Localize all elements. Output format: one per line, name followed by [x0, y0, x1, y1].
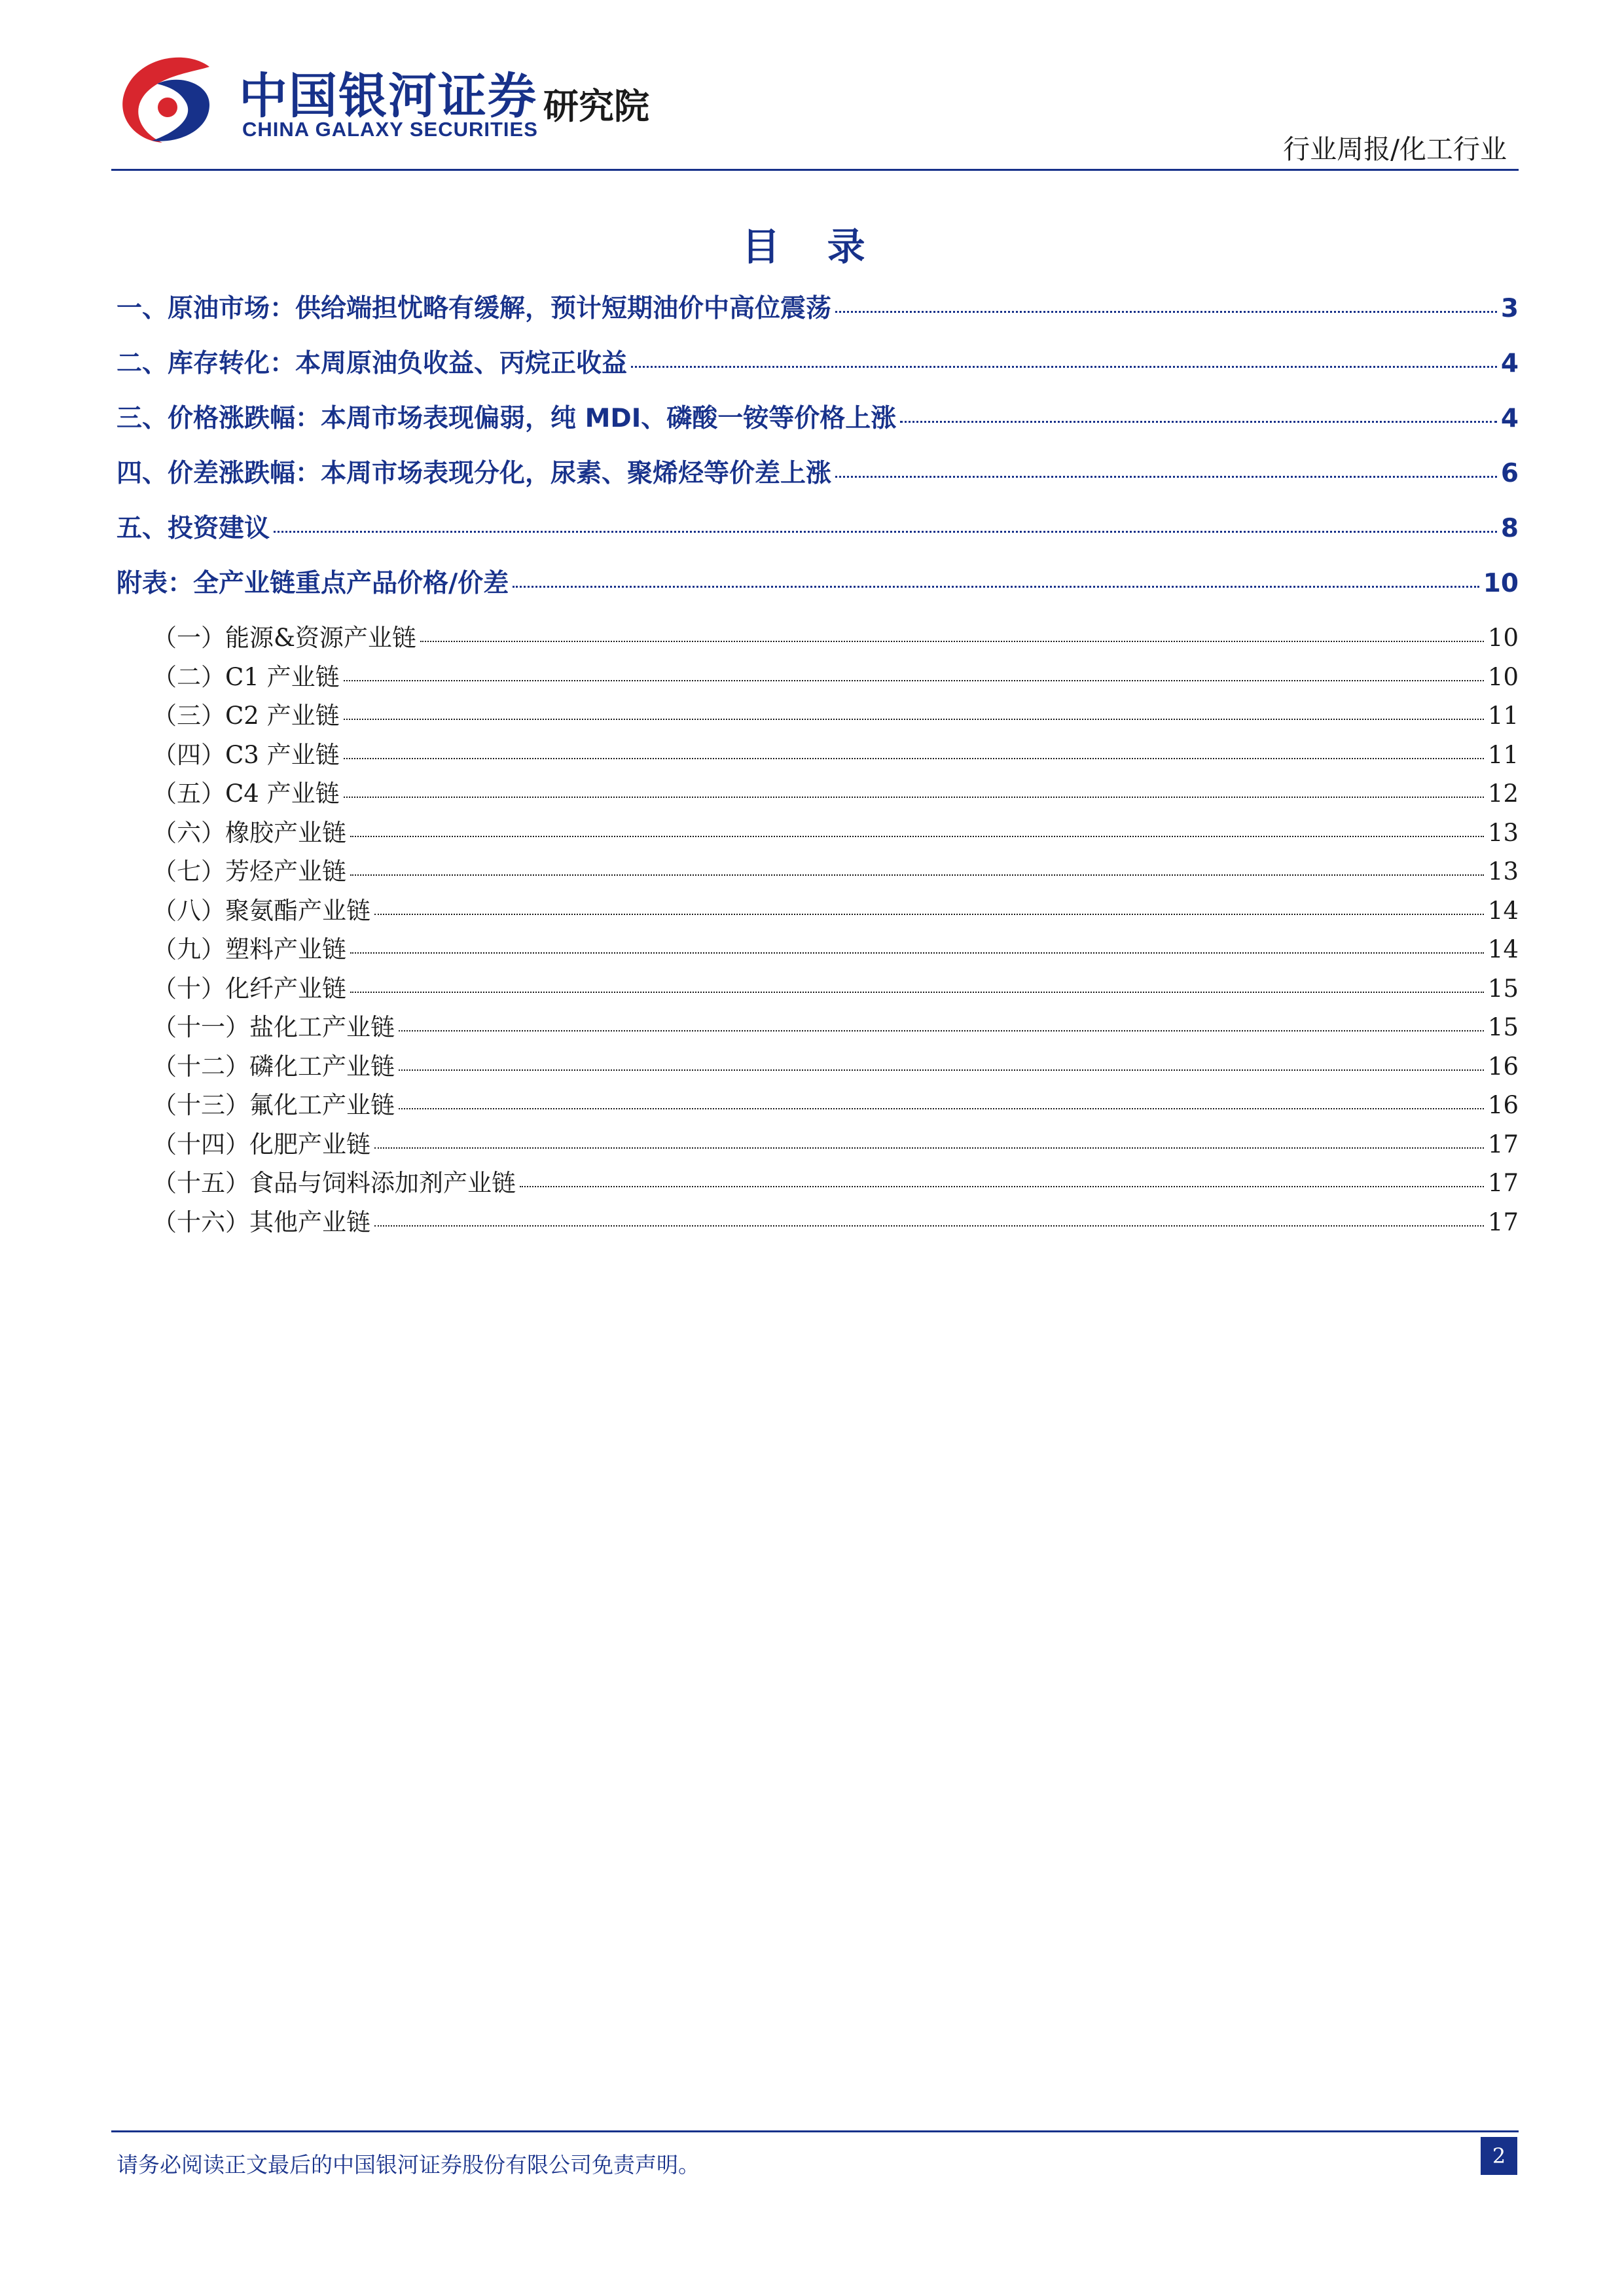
toc-entry-label: （八）聚氨酯产业链 — [153, 896, 370, 925]
toc-subsection-entry[interactable] — [117, 891, 1519, 930]
toc-subsection-entry[interactable] — [117, 1007, 1519, 1047]
dot-leader — [374, 914, 1484, 915]
toc-entry-page: 4 — [1500, 404, 1519, 433]
toc-entry-page: 17 — [1487, 1169, 1519, 1197]
page-number: 2 — [1481, 2137, 1517, 2175]
toc-subsection-entry[interactable] — [117, 1047, 1519, 1086]
brand-name-en: CHINA GALAXY SECURITIES — [242, 118, 538, 141]
toc-subsection-entry[interactable] — [117, 929, 1519, 969]
dot-leader — [344, 719, 1484, 720]
toc-entry-label: （五）C4 产业链 — [153, 780, 340, 808]
footer-divider — [111, 2130, 1519, 2132]
toc-entry-label: 附表：全产业链重点产品价格/价差 — [117, 569, 509, 598]
report-type: 行业周报/化工行业 — [1283, 134, 1507, 165]
dot-leader — [350, 992, 1484, 993]
dot-leader — [344, 797, 1484, 798]
toc-entry-page: 10 — [1487, 662, 1519, 691]
toc-entry-label: （十）化纤产业链 — [153, 974, 346, 1003]
toc-subsection-entry[interactable] — [117, 774, 1519, 813]
toc-subsection-entry[interactable] — [117, 618, 1519, 657]
toc-section-entry[interactable] — [117, 508, 1519, 563]
toc-entry-page: 14 — [1487, 935, 1519, 963]
toc-section-entry[interactable] — [117, 453, 1519, 508]
toc-subsection-entry[interactable] — [117, 1202, 1519, 1242]
dot-leader — [399, 1030, 1484, 1031]
toc-entry-label: 三、价格涨跌幅：本周市场表现偏弱，纯 MDI、磷酸一铵等价格上涨 — [117, 404, 897, 433]
toc-entry-label: （四）C3 产业链 — [153, 740, 340, 769]
toc-subsection-entry[interactable] — [117, 1124, 1519, 1164]
toc-entry-label: （十三）氟化工产业链 — [153, 1091, 395, 1119]
dot-leader — [350, 874, 1484, 876]
dot-leader — [350, 836, 1484, 837]
disclaimer-note: 请务必阅读正文最后的中国银河证券股份有限公司免责声明。 — [117, 2152, 700, 2178]
toc-entry-page: 13 — [1487, 818, 1519, 847]
dot-leader — [631, 366, 1497, 368]
toc-entry-label: （一）能源&资源产业链 — [153, 624, 416, 652]
toc-subsection-entry[interactable] — [117, 1085, 1519, 1124]
toc-subsection-entry[interactable] — [117, 657, 1519, 696]
dot-leader — [274, 531, 1497, 533]
toc-entry-page: 15 — [1487, 974, 1519, 1003]
toc-entry-page: 11 — [1487, 702, 1519, 730]
table-of-contents — [117, 288, 1519, 1241]
toc-entry-page: 4 — [1500, 349, 1519, 378]
toc-entry-label: （十六）其他产业链 — [153, 1208, 370, 1236]
toc-entry-page: 10 — [1483, 569, 1519, 598]
toc-entry-label: 二、库存转化：本周原油负收益、丙烷正收益 — [117, 349, 628, 378]
toc-entry-page: 16 — [1487, 1052, 1519, 1081]
toc-entry-label: （七）芳烃产业链 — [153, 857, 346, 886]
toc-entry-label: （十五）食品与饲料添加剂产业链 — [153, 1169, 516, 1197]
dot-leader — [399, 1108, 1484, 1109]
toc-section-entry[interactable] — [117, 563, 1519, 618]
toc-entry-label: （十一）盐化工产业链 — [153, 1013, 395, 1041]
toc-entry-label: （十二）磷化工产业链 — [153, 1052, 395, 1081]
dot-leader — [835, 476, 1497, 478]
toc-entry-label: （六）橡胶产业链 — [153, 818, 346, 847]
brand-name-cn: 中国银河证券 — [239, 68, 537, 124]
institute-label: 研究院 — [543, 86, 649, 127]
toc-entry-page: 16 — [1487, 1091, 1519, 1119]
toc-entry-page: 13 — [1487, 857, 1519, 886]
dot-leader — [513, 586, 1479, 588]
toc-entry-label: （九）塑料产业链 — [153, 935, 346, 963]
dot-leader — [900, 421, 1497, 423]
toc-entry-label: 五、投资建议 — [117, 514, 270, 543]
toc-subsection-entry[interactable] — [117, 735, 1519, 774]
toc-subsection-entry[interactable] — [117, 969, 1519, 1008]
dot-leader — [374, 1147, 1484, 1149]
toc-entry-page: 12 — [1487, 780, 1519, 808]
dot-leader — [420, 641, 1484, 642]
toc-subsection-entry[interactable] — [117, 1163, 1519, 1202]
toc-section-entry[interactable] — [117, 343, 1519, 398]
header-divider — [111, 169, 1519, 171]
page-header — [111, 46, 1519, 170]
dot-leader — [344, 680, 1484, 681]
toc-subsection-entry[interactable] — [117, 813, 1519, 852]
toc-entry-page: 8 — [1500, 514, 1519, 543]
toc-entry-label: （二）C1 产业链 — [153, 662, 340, 691]
toc-entry-label: （三）C2 产业链 — [153, 702, 340, 730]
dot-leader — [374, 1225, 1484, 1227]
toc-title: 目 录 — [742, 224, 882, 269]
dot-leader — [835, 311, 1497, 313]
toc-entry-page: 14 — [1487, 896, 1519, 925]
dot-leader — [399, 1069, 1484, 1071]
dot-leader — [350, 952, 1484, 954]
toc-entry-page: 17 — [1487, 1208, 1519, 1236]
toc-entry-page: 15 — [1487, 1013, 1519, 1041]
toc-entry-page: 3 — [1500, 294, 1519, 323]
toc-entry-page: 6 — [1500, 459, 1519, 488]
toc-entry-label: 一、原油市场：供给端担忧略有缓解，预计短期油价中高位震荡 — [117, 294, 832, 323]
toc-section-entry[interactable] — [117, 398, 1519, 453]
toc-subsection-entry[interactable] — [117, 852, 1519, 891]
toc-subsection-entry[interactable] — [117, 696, 1519, 735]
toc-section-entry[interactable] — [117, 288, 1519, 343]
dot-leader — [344, 758, 1484, 759]
toc-entry-page: 10 — [1487, 624, 1519, 652]
dot-leader — [520, 1186, 1484, 1187]
toc-entry-label: 四、价差涨跌幅：本周市场表现分化，尿素、聚烯烃等价差上涨 — [117, 459, 832, 488]
toc-entry-page: 17 — [1487, 1130, 1519, 1158]
toc-entry-page: 11 — [1487, 740, 1519, 769]
galaxy-swirl-logo-icon — [111, 52, 223, 151]
toc-entry-label: （十四）化肥产业链 — [153, 1130, 370, 1158]
